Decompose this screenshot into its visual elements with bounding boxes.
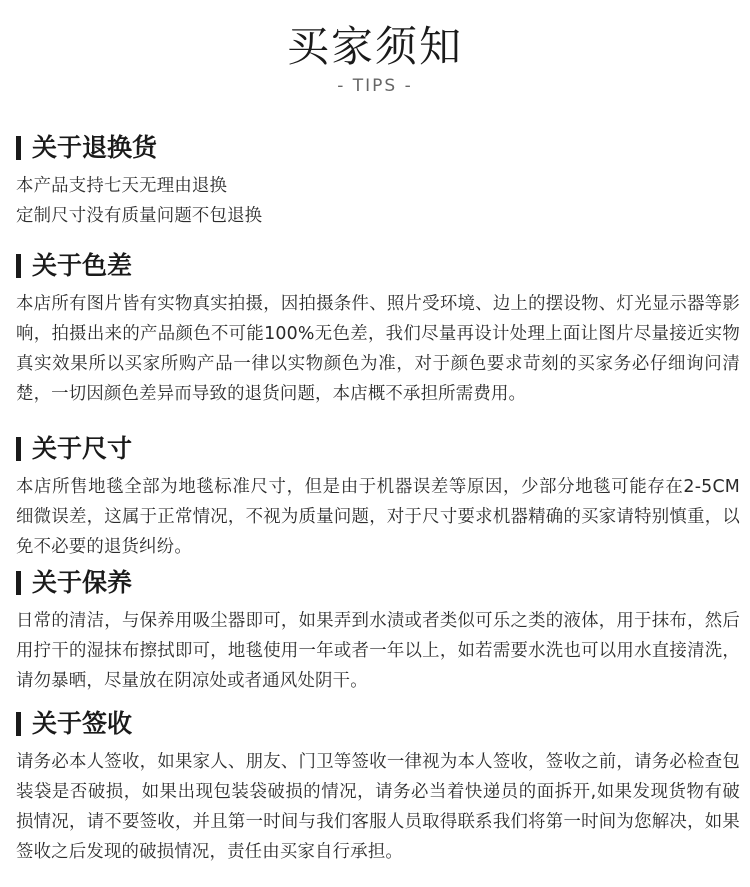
section-heading — [16, 432, 740, 466]
section-title: 关于签收 — [32, 709, 133, 738]
section-paragraph: 定制尺寸没有质量问题不包退换 — [16, 206, 263, 226]
section-paragraph: 日常的清洁，与保养用吸尘器即可，如果弄到水渍或者类似可乐之类的液体，用于抹布，然后用拧干的湿抹布擦拭即可，地毯使用一年或者一年以上，如若需要水洗也可以用水直接清洗，请勿暴晒，尽量放在阴凉处或者通风处阴干。 — [16, 611, 740, 691]
section-color-difference — [16, 249, 740, 409]
section-title: 关于尺寸 — [32, 434, 133, 463]
section-heading — [16, 707, 740, 741]
section-body — [16, 171, 740, 231]
heading-bar — [16, 437, 21, 461]
section-title: 关于色差 — [32, 251, 133, 280]
section-paragraph: 本产品支持七天无理由退换 — [16, 176, 228, 196]
section-maintenance — [16, 566, 740, 696]
section-body — [16, 289, 740, 409]
section-body — [16, 472, 740, 562]
section-heading — [16, 131, 740, 165]
section-title: 关于保养 — [32, 568, 133, 597]
section-title: 关于退换货 — [32, 133, 158, 162]
heading-bar — [16, 571, 21, 595]
heading-bar — [16, 712, 21, 736]
section-body — [16, 606, 740, 696]
section-paragraph: 本店所有图片皆有实物真实拍摄，因拍摄条件、照片受环境、边上的摆设物、灯光显示器等影响，拍摄出来的产品颜色不可能100%无色差，我们尽量再设计处理上面让图片尽量接近实物真实效果所以买家所购产品一律以实物颜色为准，对于颜色要求苛刻的买家务必仔细询问清楚，一切因颜色差异而导致的退货问题，本店概不承担所需费用。 — [16, 294, 740, 404]
heading-bar — [16, 136, 21, 160]
heading-bar — [16, 254, 21, 278]
page-title: 买家须知 — [286, 22, 463, 71]
section-body — [16, 747, 740, 867]
section-returns — [16, 131, 740, 231]
section-heading — [16, 566, 740, 600]
section-size — [16, 432, 740, 562]
section-paragraph: 请务必本人签收，如果家人、朋友、门卫等签收一律视为本人签收，签收之前，请务必检查包装袋是否破损，如果出现包装袋破损的情况，请务必当着快递员的面拆开,如果发现货物有破损情况，请不要签收，并且第一时间与我们客服人员取得联系我们将第一时间为您解决，如果签收之后发现的破损情况，责任由买家自行承担。 — [16, 752, 740, 862]
page-header — [0, 22, 750, 98]
section-paragraph: 本店所售地毯全部为地毯标准尺寸，但是由于机器误差等原因，少部分地毯可能存在2-5CM细微误差，这属于正常情况，不视为质量问题，对于尺寸要求机器精确的买家请特别慎重，以免不必要的退货纠纷。 — [16, 477, 740, 557]
section-delivery-signing — [16, 707, 740, 867]
page-subtitle: - TIPS - — [337, 76, 413, 96]
section-heading — [16, 249, 740, 283]
